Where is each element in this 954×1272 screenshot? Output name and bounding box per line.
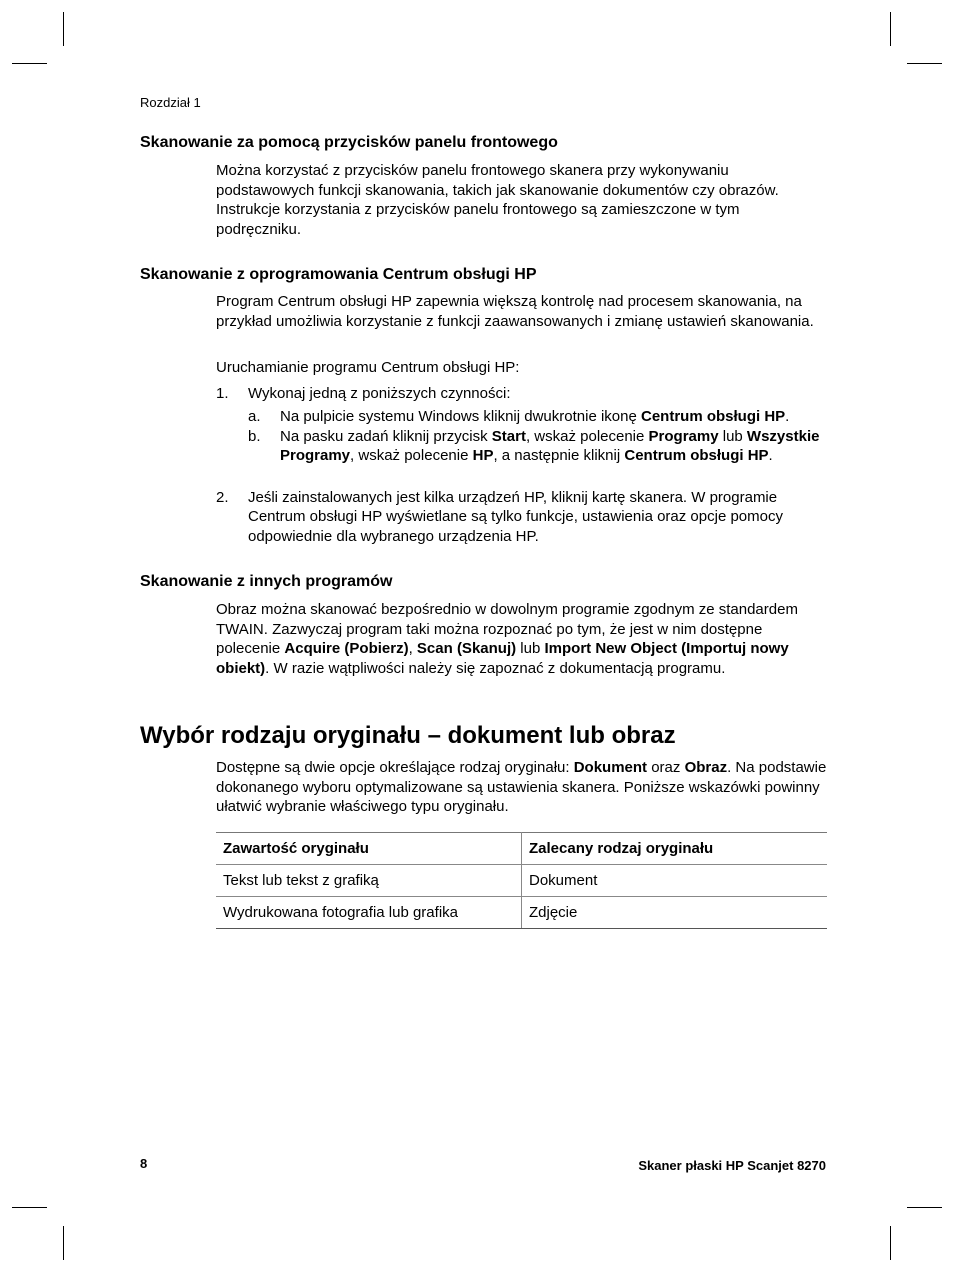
crop-mark	[890, 12, 891, 46]
crop-mark	[907, 1207, 942, 1208]
crop-mark	[907, 63, 942, 64]
table-cell: Dokument	[522, 865, 828, 897]
crop-mark	[63, 12, 64, 46]
section-body-front-panel: Można korzystać z przycisków panelu frontowego skanera przy wykonywaniu podstawowych funkcji skanowania, takich jak skanowanie dokumentów czy obrazów. Instrukcje korzystania z przycisków panelu frontowego są zamieszczone w tym podręczniku.	[216, 162, 779, 238]
table-cell: Tekst lub tekst z grafiką	[216, 865, 522, 897]
footer-product-title: Skaner płaski HP Scanjet 8270	[638, 1158, 826, 1173]
table-cell: Wydrukowana fotografia lub grafika	[216, 897, 522, 929]
sub-item-text: Na pulpicie systemu Windows kliknij dwukrotnie ikonę Centrum obsługi HP.	[280, 408, 790, 425]
page-title: Wybór rodzaju oryginału – dokument lub obraz	[140, 722, 676, 749]
sub-item-text: Na pasku zadań kliknij przycisk Start, wskaż polecenie Programy lub Wszystkie Programy, wskaż polecenie HP, a następnie kliknij Centrum obsługi HP.	[280, 428, 820, 465]
table-header-row	[216, 833, 827, 865]
section-body-original-type: Dostępne są dwie opcje określające rodzaj oryginału: Dokument oraz Obraz. Na podstawie dokonanego wyboru optymalizowane są ustawienia skanera. Poniższe wskazówki powinny ułatwić wybranie właściwego typu oryginału.	[216, 759, 827, 816]
table-row	[216, 897, 827, 929]
table-header-cell: Zalecany rodzaj oryginału	[522, 833, 828, 865]
table-header-cell: Zawartość oryginału	[216, 833, 522, 865]
instructions-intro: Uruchamianie programu Centrum obsługi HP:	[216, 359, 520, 376]
section-heading-other-programs: Skanowanie z innych programów	[140, 573, 393, 590]
list-text: Jeśli zainstalowanych jest kilka urządzeń HP, kliknij kartę skanera. W programie Centrum obsługi HP wyświetlane są tylko funkcje, ustawienia oraz opcje pomocy odpowiednie dla wybranego urządzenia HP.	[248, 489, 783, 545]
list-number: 2.	[216, 489, 229, 506]
section-heading-hp-center: Skanowanie z oprogramowania Centrum obsługi HP	[140, 266, 537, 283]
table-cell: Zdjęcie	[522, 897, 828, 929]
page-number: 8	[140, 1156, 148, 1171]
crop-mark	[890, 1226, 891, 1260]
section-body-hp-center: Program Centrum obsługi HP zapewnia większą kontrolę nad procesem skanowania, na przykład umożliwia korzystanie z funkcji zaawansowanych i zmianę ustawień skanowania.	[216, 293, 814, 330]
crop-mark	[12, 1207, 47, 1208]
section-heading-front-panel: Skanowanie za pomocą przycisków panelu frontowego	[140, 134, 558, 151]
list-number: 1.	[216, 385, 229, 402]
sub-item-label: a.	[248, 408, 261, 425]
original-type-table	[216, 832, 827, 929]
section-body-other-programs: Obraz można skanować bezpośrednio w dowolnym programie zgodnym ze standardem TWAIN. Zazwyczaj program taki można rozpoznać po tym, że jest w nim dostępne polecenie Acquire (Pobierz), Scan (Skanuj) lub Import New Object (Importuj nowy obiekt). W razie wątpliwości należy się zapoznać z dokumentacją programu.	[216, 601, 798, 677]
chapter-label: Rozdział 1	[140, 95, 201, 110]
list-text: Wykonaj jedną z poniższych czynności:	[248, 385, 511, 402]
crop-mark	[12, 63, 47, 64]
crop-mark	[63, 1226, 64, 1260]
sub-item-label: b.	[248, 428, 261, 445]
table-row	[216, 865, 827, 897]
